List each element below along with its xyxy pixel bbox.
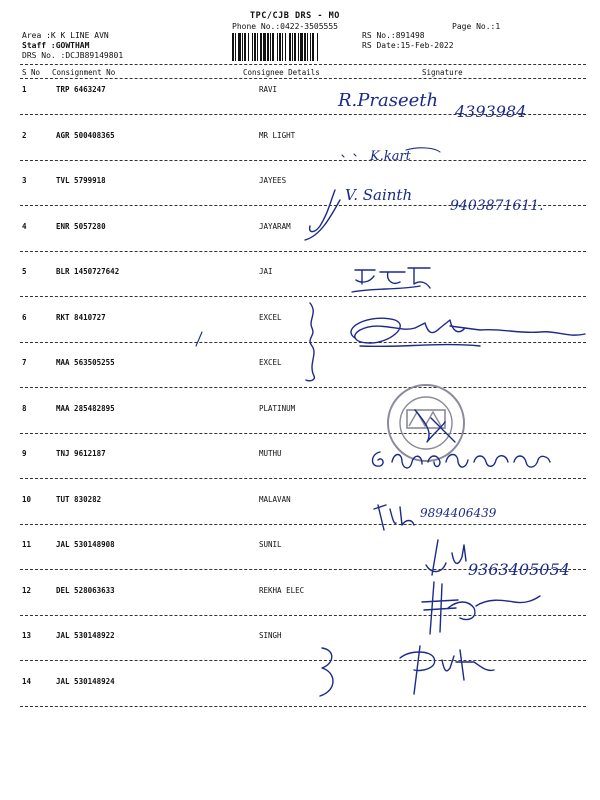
staff-label: Staff :GOWTHAM [22, 41, 90, 50]
row-serial-number: 7 [22, 358, 27, 367]
row-consignee: JAYEES [259, 176, 287, 185]
row-consignee: RAVI [259, 85, 278, 94]
barcode-bar [270, 33, 271, 61]
row-consignment-number: BLR 1450727642 [56, 267, 120, 276]
row-serial-number: 2 [22, 131, 27, 140]
row-consignee: JAYARAM [259, 222, 291, 231]
barcode-bar [235, 33, 236, 61]
row-serial-number: 14 [22, 677, 32, 686]
row-serial-number: 12 [22, 586, 32, 595]
barcode-bar [263, 33, 266, 61]
signature-row-6 [300, 298, 590, 388]
signature-row-3 [300, 178, 590, 248]
row-divider [20, 706, 586, 707]
column-header-consignee: Consignee Details [243, 68, 320, 77]
barcode-bar [279, 33, 281, 61]
row-consignment-number: DEL 528063633 [56, 586, 115, 595]
barcode-bar [267, 33, 269, 61]
phone-number: Phone No.:0422-3505555 [232, 22, 338, 31]
divider [20, 64, 586, 65]
barcode-bar [248, 33, 249, 61]
document-title: TPC/CJB DRS - MO [250, 11, 340, 21]
phone-handwritten: 4393984 [455, 102, 527, 121]
row-consignee: SUNIL [259, 540, 282, 549]
column-header-signature: Signature [422, 68, 463, 77]
barcode-bar [257, 33, 258, 61]
page-number: Page No.:1 [452, 22, 501, 31]
phone-handwritten: 9363405054 [468, 560, 570, 579]
row-consignee: MUTHU [259, 449, 282, 458]
row-consignee: PLATINUM [259, 404, 296, 413]
barcode-bar [312, 33, 314, 61]
signature-row-13 [310, 640, 510, 705]
signature-row-1 [330, 84, 560, 124]
row-serial-number: 4 [22, 222, 27, 231]
row-serial-number: 9 [22, 449, 27, 458]
signature-row-9 [368, 440, 568, 480]
signature-text: K.kart [370, 149, 411, 164]
row-serial-number: 6 [22, 313, 27, 322]
barcode-bar [277, 33, 278, 61]
row-serial-number: 10 [22, 495, 32, 504]
row-divider [20, 296, 586, 297]
rs-number: RS No.:891498 [362, 31, 425, 40]
row-consignment-number: TVL 5799918 [56, 176, 106, 185]
barcode-bar [252, 33, 253, 61]
row-consignee: EXCEL [259, 313, 282, 322]
ink-mark [190, 330, 210, 350]
row-consignment-number: TUT 830282 [56, 495, 102, 504]
row-consignment-number: RKT 8410727 [56, 313, 106, 322]
barcode-bar [282, 33, 283, 61]
barcode-bar [285, 33, 286, 61]
rs-date: RS Date:15-Feb-2022 [362, 41, 454, 50]
barcode-bar [298, 33, 299, 61]
signature-text: R.Praseeth [338, 90, 439, 111]
drs-number: DRS No. :DCJB89149801 [22, 51, 124, 60]
barcode-bar [317, 33, 318, 61]
signature-row-5 [350, 262, 440, 302]
row-serial-number: 11 [22, 540, 32, 549]
row-consignment-number: JAL 530148908 [56, 540, 115, 549]
barcode-bar [244, 33, 246, 61]
barcode [231, 33, 356, 61]
row-consignment-number: TRP 6463247 [56, 85, 106, 94]
row-consignee: MR LIGHT [259, 131, 296, 140]
divider [20, 78, 586, 79]
row-consignment-number: ENR 5057280 [56, 222, 106, 231]
signature-row-12 [418, 578, 548, 638]
barcode-bar [310, 33, 311, 61]
row-serial-number: 8 [22, 404, 27, 413]
row-divider [20, 251, 586, 252]
row-divider [20, 160, 586, 161]
row-consignee: EXCEL [259, 358, 282, 367]
barcode-bar [304, 33, 306, 61]
barcode-bar [260, 33, 262, 61]
column-header-consignment: Consignment No [52, 68, 116, 77]
row-serial-number: 1 [22, 85, 27, 94]
row-consignee: REKHA ELEC [259, 586, 305, 595]
area-label: Area :K K LINE AVN [22, 31, 109, 40]
row-consignment-number: MAA 563505255 [56, 358, 115, 367]
row-consignee: JAI [259, 267, 273, 276]
column-header-sno: S No [22, 68, 41, 77]
row-divider [20, 433, 586, 434]
row-consignee: MALAVAN [259, 495, 291, 504]
barcode-bar [272, 33, 274, 61]
row-consignment-number: TNJ 9612187 [56, 449, 106, 458]
row-consignment-number: MAA 285482895 [56, 404, 115, 413]
phone-handwritten: 9894406439 [420, 506, 497, 520]
row-consignee: SINGH [259, 631, 282, 640]
row-serial-number: 3 [22, 176, 27, 185]
barcode-bar [254, 33, 256, 61]
row-consignment-number: JAL 530148924 [56, 677, 115, 686]
barcode-bar [300, 33, 303, 61]
barcode-bar [307, 33, 308, 61]
row-consignment-number: AGR 500408365 [56, 131, 115, 140]
barcode-bar [238, 33, 241, 61]
signature-text: V. Sainth [345, 186, 413, 204]
barcode-bar [294, 33, 296, 61]
barcode-bar [232, 33, 234, 61]
barcode-bar [292, 33, 293, 61]
barcode-bar [242, 33, 243, 61]
row-serial-number: 5 [22, 267, 27, 276]
phone-handwritten: 9403871611. [450, 198, 544, 214]
barcode-bar [289, 33, 291, 61]
signature-row-2 [340, 140, 460, 170]
row-serial-number: 13 [22, 631, 32, 640]
row-consignment-number: JAL 530148922 [56, 631, 115, 640]
